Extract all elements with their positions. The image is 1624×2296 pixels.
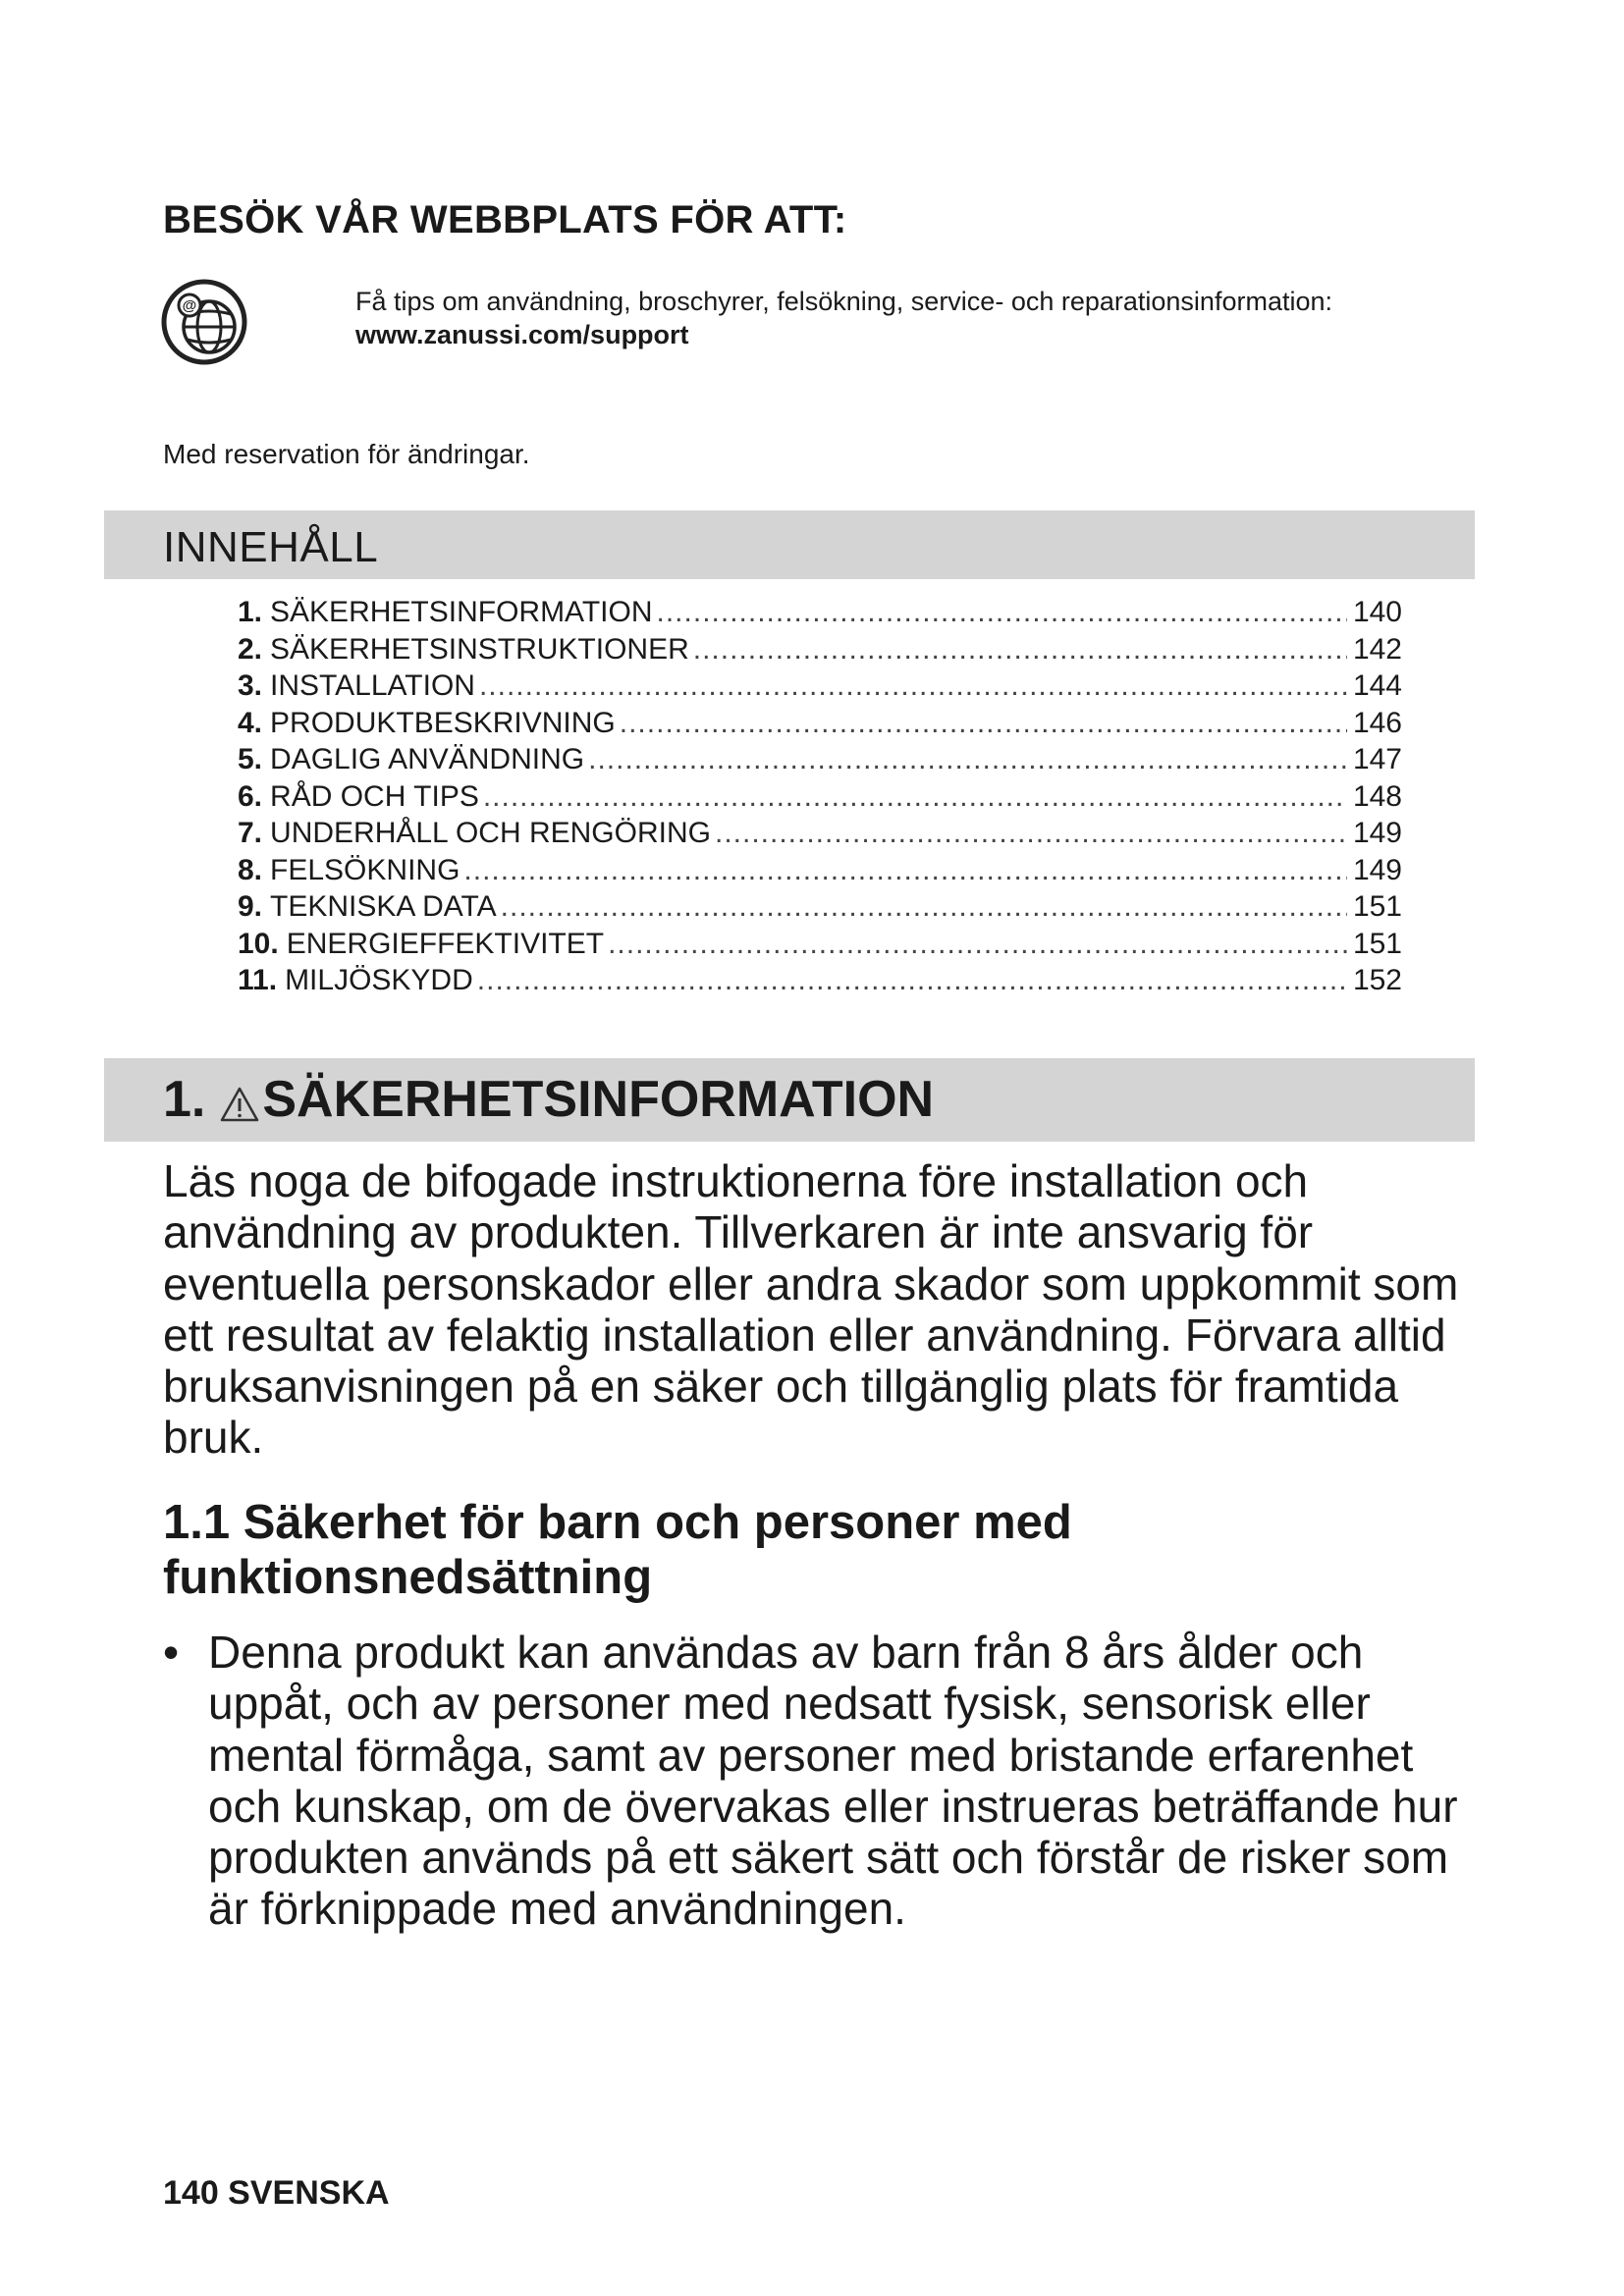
- toc-item-page: 151: [1352, 927, 1402, 960]
- toc-item-number: 1.: [238, 596, 263, 628]
- toc-item-page: 144: [1352, 669, 1402, 702]
- toc-item-page: 148: [1352, 779, 1402, 813]
- toc-dot-leader: [463, 854, 1347, 887]
- page-footer: 140 SVENSKA: [163, 2174, 390, 2212]
- toc-item[interactable]: [238, 633, 1402, 670]
- toc-item-label: DAGLIG ANVÄNDNING: [270, 743, 585, 775]
- toc-item-number: 5.: [238, 743, 263, 775]
- toc-item-page: 147: [1352, 743, 1402, 775]
- toc-dot-leader: [588, 743, 1347, 776]
- toc-item-number: 11.: [238, 964, 278, 996]
- toc-item[interactable]: [238, 854, 1402, 891]
- reservation-note: Med reservation för ändringar.: [163, 439, 530, 469]
- warning-icon: [219, 1077, 260, 1114]
- toc-item-number: 4.: [238, 706, 263, 739]
- toc-item-label: FELSÖKNING: [270, 853, 460, 886]
- toc-item[interactable]: [238, 596, 1402, 633]
- section-title: [163, 1070, 934, 1129]
- toc-dot-leader: [715, 817, 1347, 850]
- toc-item-label: MILJÖSKYDD: [285, 964, 473, 996]
- intro-paragraph: Läs noga de bifogade instruktionerna före installation och användning av produkten. Tillverkaren är inte ansvarig för eventuella personskador eller andra skador som uppkommit som ett resultat av felaktig installation eller användning. Förvara alltid bruksanvisningen på en säker och tillgänglig plats för framtida bruk.: [163, 1155, 1459, 1464]
- list-item: [163, 1627, 1459, 1935]
- toc-item-label: TEKNISKA DATA: [270, 890, 497, 923]
- toc-item-label: UNDERHÅLL OCH RENGÖRING: [270, 817, 711, 849]
- toc-title: INNEHÅLL: [163, 523, 379, 571]
- toc-item-page: 149: [1352, 817, 1402, 849]
- globe-icon: [160, 278, 248, 366]
- toc-item-page: 149: [1352, 853, 1402, 886]
- toc-item-label: ENERGIEFFEKTIVITET: [286, 927, 605, 960]
- toc-dot-leader: [483, 780, 1347, 814]
- section-number: 1.: [163, 1071, 206, 1128]
- toc-item-number: 9.: [238, 890, 263, 923]
- toc-item-page: 152: [1352, 964, 1402, 996]
- toc-item-page: 151: [1352, 890, 1402, 923]
- toc-dot-leader: [479, 669, 1347, 703]
- svg-text:@: @: [182, 297, 197, 314]
- toc-dot-leader: [620, 707, 1347, 740]
- table-of-contents: [238, 596, 1402, 1001]
- toc-item-label: SÄKERHETSINFORMATION: [270, 596, 653, 628]
- toc-item-label: INSTALLATION: [270, 669, 475, 702]
- toc-dot-leader: [501, 890, 1347, 924]
- toc-item[interactable]: [238, 707, 1402, 744]
- support-info: [355, 285, 1332, 351]
- toc-item-page: 142: [1352, 632, 1402, 666]
- toc-item[interactable]: [238, 669, 1402, 707]
- bullet-icon: •: [163, 1627, 180, 1678]
- toc-dot-leader: [477, 964, 1347, 997]
- toc-item-number: 3.: [238, 669, 263, 702]
- toc-item[interactable]: [238, 780, 1402, 818]
- toc-dot-leader: [657, 596, 1347, 629]
- toc-item[interactable]: [238, 928, 1402, 965]
- toc-item-label: SÄKERHETSINSTRUKTIONER: [270, 632, 689, 666]
- support-link[interactable]: www.zanussi.com/support: [355, 320, 689, 349]
- toc-dot-leader: [693, 633, 1347, 667]
- toc-item[interactable]: [238, 743, 1402, 780]
- toc-item[interactable]: [238, 890, 1402, 928]
- toc-item-page: 146: [1352, 706, 1402, 739]
- toc-dot-leader: [608, 928, 1347, 961]
- toc-item-label: PRODUKTBESKRIVNING: [270, 706, 616, 739]
- bullet-text: Denna produkt kan användas av barn från 8 års ålder och uppåt, och av personer med nedsatt fysisk, sensorisk eller mental förmåga, samt av personer med bristande erfarenhet och kunskap, om de övervakas eller instrueras beträffande hur produkten används på ett säkert sätt och förstår de risker som är förknippade med användningen.: [208, 1627, 1458, 1935]
- toc-item[interactable]: [238, 964, 1402, 1001]
- toc-item-number: 8.: [238, 853, 263, 886]
- toc-item-number: 2.: [238, 632, 263, 666]
- support-description: Få tips om användning, broschyrer, felsökning, service- och reparationsinformation:: [355, 287, 1332, 316]
- toc-item-number: 7.: [238, 817, 263, 849]
- subsection-heading: 1.1 Säkerhet för barn och personer med funktionsnedsättning: [163, 1496, 1072, 1604]
- section-title-text: SÄKERHETSINFORMATION: [262, 1071, 935, 1128]
- toc-item-label: RÅD OCH TIPS: [270, 779, 479, 813]
- toc-item-page: 140: [1352, 596, 1402, 628]
- toc-item-number: 10.: [238, 927, 279, 960]
- toc-item-number: 6.: [238, 779, 263, 813]
- visit-heading: BESÖK VÅR WEBBPLATS FÖR ATT:: [163, 198, 847, 241]
- toc-item[interactable]: [238, 817, 1402, 854]
